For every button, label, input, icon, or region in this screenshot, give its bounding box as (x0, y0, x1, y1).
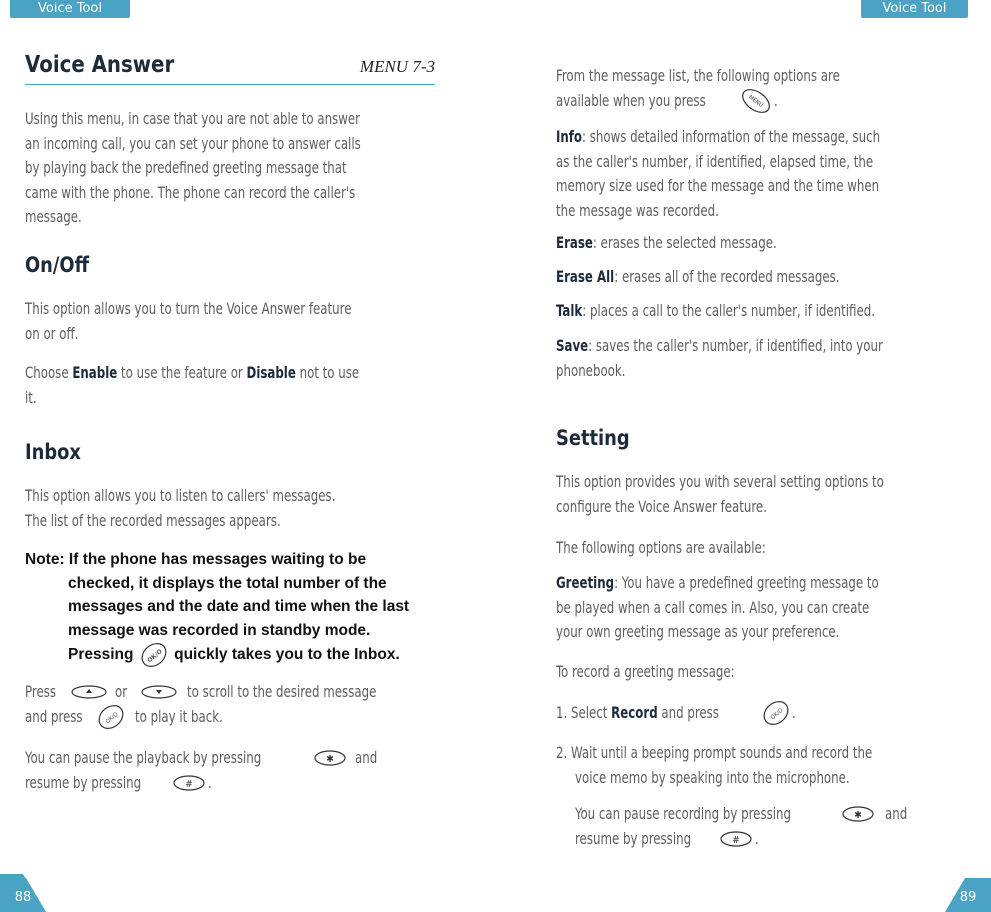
option-erase-all: Erase All: erases all of the recorded messages. (556, 267, 840, 286)
heading-setting: Setting (556, 426, 630, 450)
ok-key-icon (95, 704, 127, 730)
pound-key-icon (719, 830, 753, 848)
star-key-icon (313, 749, 347, 767)
menu-reference: MENU 7-3 (359, 57, 435, 76)
svg-text:OK/O: OK/O (145, 647, 164, 665)
svg-text:MENU: MENU (747, 93, 765, 109)
option-talk: Talk: places a call to the caller's number, if identified. (556, 301, 875, 320)
setting-paragraph: This option provides you with several setting options to configure the Voice Answer feature. (556, 472, 884, 516)
note-block: Note: If the phone has messages waiting to be checked, it displays the total number of the messages and the date and time when the last message was recorded in standby mode. Pressing OK/O quickly takes you to the Inbox. (25, 548, 409, 668)
info-keyword: Info (556, 127, 583, 146)
options-intro: From the message list, the following options are available when you press MENU . (556, 64, 902, 113)
menu-key-icon (738, 88, 774, 114)
setting-options-intro: The following options are available: (556, 538, 766, 557)
ok-key-icon (138, 642, 170, 668)
header-tab-right: Voice Tool (861, 0, 968, 18)
step-1: 1. Select Record and press OK/O . (556, 701, 797, 726)
greeting-keyword: Greeting (556, 573, 615, 592)
page-number-left: 88 (0, 874, 46, 912)
page-number-right: 89 (945, 874, 991, 912)
erase-all-keyword: Erase All (556, 267, 615, 286)
erase-keyword: Erase (556, 233, 593, 252)
onoff-choose-paragraph: Choose Enable to use the feature or Disable not to use it. (25, 363, 360, 407)
option-save: Save: saves the caller's number, if identified, into your phonebook. (556, 336, 883, 380)
star-key-icon (841, 805, 875, 823)
svg-text:✱: ✱ (854, 810, 862, 822)
svg-text:#: # (185, 778, 193, 790)
heading-onoff: On/Off (25, 253, 90, 277)
option-greeting: Greeting: You have a predefined greeting message to be played when a call comes in. Also, you can create your own greeting message as your preference. (556, 573, 879, 641)
page-title: Voice Answer (25, 52, 175, 78)
svg-text:OK/O: OK/O (104, 710, 120, 726)
record-keyword: Record (611, 703, 658, 722)
scroll-instruction: Press or to scroll to the desired message and press OK/O to play it back. (25, 680, 418, 729)
heading-inbox: Inbox (25, 440, 81, 464)
down-key-icon (141, 684, 177, 700)
up-key-icon (71, 684, 107, 700)
record-intro: To record a greeting message: (556, 662, 735, 681)
ok-key-icon (760, 700, 792, 726)
enable-keyword: Enable (72, 363, 118, 382)
svg-text:✱: ✱ (326, 754, 334, 766)
pause-instruction-left: You can pause the playback by pressing ✱ and resume by pressing # . (25, 748, 378, 792)
note-label: Note (25, 551, 60, 568)
title-row (25, 52, 435, 85)
save-keyword: Save (556, 336, 589, 355)
inbox-paragraph: This option allows you to listen to callers' messages. The list of the recorded messages appears. (25, 486, 336, 530)
header-tab-left: Voice Tool (10, 0, 130, 18)
option-erase: Erase: erases the selected message. (556, 233, 777, 252)
disable-keyword: Disable (246, 363, 296, 382)
option-info: Info: shows detailed information of the message, such as the caller's number, if identified, elapsed time, the memory size used for the message and the time when the message was recorded. (556, 127, 881, 220)
onoff-paragraph: This option allows you to turn the Voice Answer feature on or off. (25, 299, 352, 343)
talk-keyword: Talk (556, 301, 583, 320)
intro-paragraph: Using this menu, in case that you are not able to answer an incoming call, you can set your phone to answer calls by playing back the predefined greeting message that came with the phone. The phone can record the caller's message. (25, 109, 361, 226)
svg-text:OK/O: OK/O (769, 707, 785, 722)
pause-instruction-right: You can pause recording by pressing ✱ and resume by pressing # . (575, 804, 908, 848)
step-2: 2. Wait until a beeping prompt sounds and record the voice memo by speaking into the microphone. (556, 743, 873, 787)
svg-text:#: # (732, 834, 740, 846)
pound-key-icon (172, 774, 206, 792)
